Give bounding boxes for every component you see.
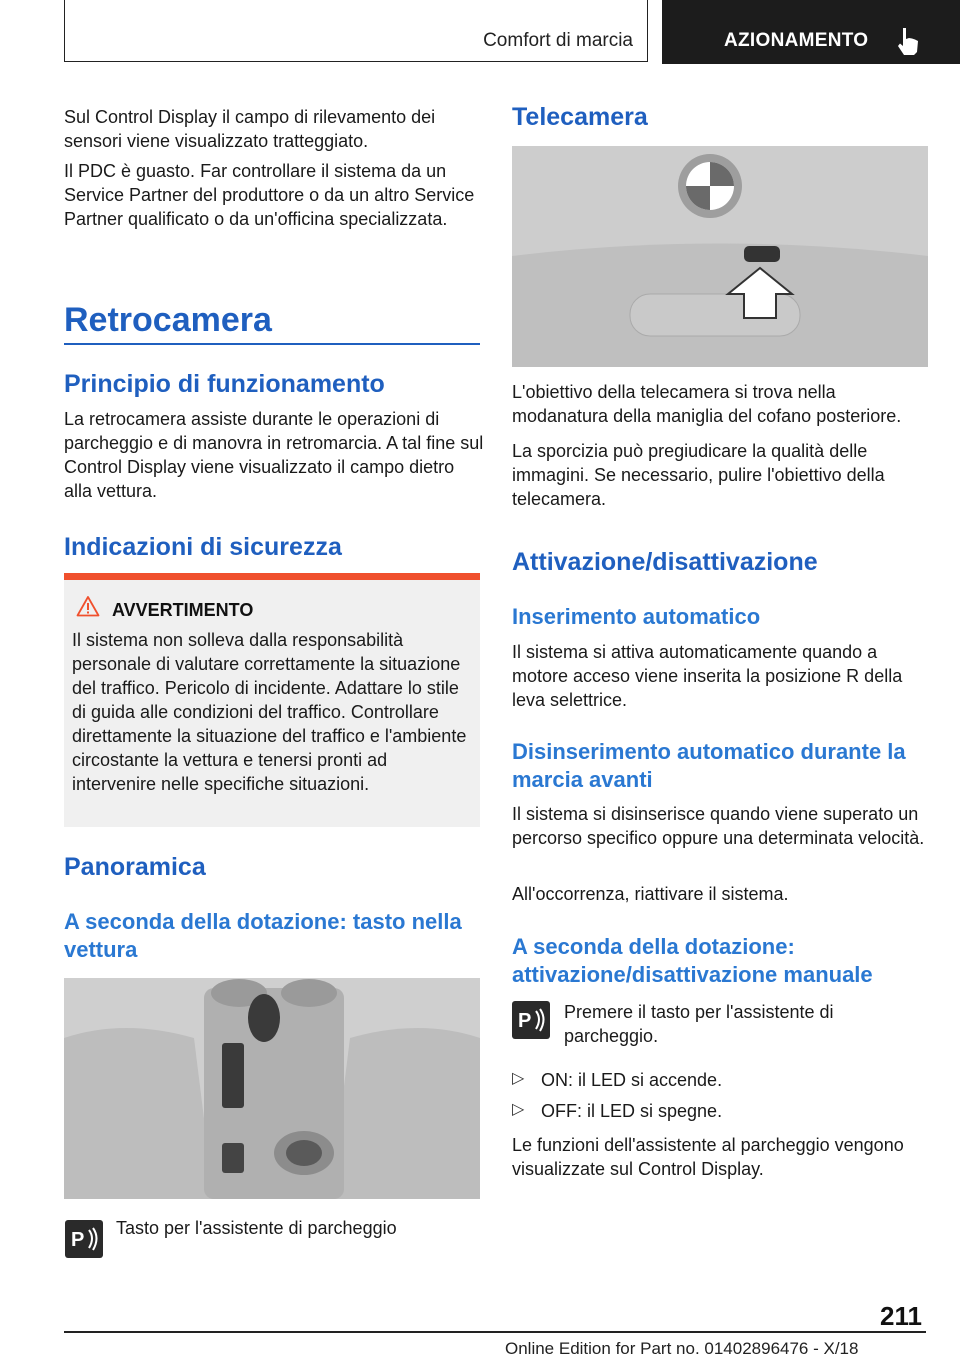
inserimento-paragraph: Il sistema si attiva automaticamente quando a motore acceso viene inserita la posizione R della leva selettrice. xyxy=(512,642,903,710)
disinserimento-paragraph-2: All'occorrenza, riattivare il sistema. xyxy=(512,884,789,904)
disinserimento-paragraph-1: Il sistema si disinserisce quando viene superato un percorso specifico oppure una determinata velocità. xyxy=(512,804,925,848)
principio-paragraph: La retrocamera assiste durante le operazioni di parcheggio e di manovra in retromarcia. A tal fine sul Control Display viene visualizzato il campo dietro alla vettura. xyxy=(64,409,484,501)
chapter-title: Comfort di marcia xyxy=(483,30,633,51)
heading-retrocamera: Retrocamera xyxy=(64,301,272,339)
console-illustration xyxy=(64,978,480,1199)
warning-bar xyxy=(64,573,480,580)
telecamera-paragraph-1: L'obiettivo della telecamera si trova nella modanatura della maniglia del cofano posteriore. xyxy=(512,382,902,426)
heading-tasto: A seconda della dotazione: tasto nella vettura xyxy=(64,909,462,962)
list-item xyxy=(512,1099,723,1121)
heading-sicurezza: Indicazioni di sicurezza xyxy=(64,533,342,561)
heading-manuale: A seconda della dotazione: attivazione/disattivazione manuale xyxy=(512,934,873,987)
park-assist-button-icon-2 xyxy=(512,1001,550,1039)
svg-text:P: P xyxy=(518,1010,532,1032)
list-item-text: OFF: il LED si spegne. xyxy=(541,1101,723,1121)
heading-telecamera: Telecamera xyxy=(512,103,648,131)
caption-tasto: Tasto per l'assistente di parcheggio xyxy=(116,1218,397,1238)
heading-attivazione: Attivazione/disattivazione xyxy=(512,548,818,576)
manuale-paragraph: Premere il tasto per l'assistente di parcheggio. xyxy=(564,1002,834,1046)
edition-text: Online Edition for Part no. 01402896476 - X/18 xyxy=(505,1339,859,1358)
warning-title: AVVERTIMENTO xyxy=(112,600,254,620)
park-assist-button-icon xyxy=(65,1220,103,1258)
list-item xyxy=(512,1068,723,1090)
header-chapter-box xyxy=(64,0,648,62)
header-section-box xyxy=(662,0,960,64)
heading-principio: Principio di funzionamento xyxy=(64,370,385,398)
list-item-text: ON: il LED si accende. xyxy=(541,1070,723,1090)
heading-divider xyxy=(64,343,480,345)
heading-disinserimento: Disinserimento automatico durante la marcia avanti xyxy=(512,739,906,792)
svg-text:P: P xyxy=(71,1229,85,1251)
triangle-bullet-icon: ▷ xyxy=(512,1070,525,1087)
footer-divider xyxy=(64,1331,926,1333)
camera-photo xyxy=(512,146,928,367)
telecamera-paragraph-2: La sporcizia può pregiudicare la qualità delle immagini. Se necessario, pulire l'obiettivo della telecamera. xyxy=(512,441,885,509)
console-photo xyxy=(64,978,480,1199)
intro-paragraph-2: Il PDC è guasto. Far controllare il sistema da un Service Partner del produttore o da un altro Service Partner qualificato o da un'officina specializzata. xyxy=(64,161,475,229)
warning-box xyxy=(64,573,480,827)
triangle-bullet-icon: ▷ xyxy=(512,1101,525,1118)
page-number: 211 xyxy=(880,1301,922,1331)
heading-inserimento: Inserimento automatico xyxy=(512,604,761,629)
warning-triangle-icon xyxy=(76,595,100,617)
intro-paragraph-1: Sul Control Display il campo di rilevamento dei sensori viene visualizzato tratteggiato. xyxy=(64,107,436,151)
camera-illustration xyxy=(512,146,928,367)
hand-pointer-icon xyxy=(894,26,922,56)
section-title: AZIONAMENTO xyxy=(724,30,869,51)
warning-text: Il sistema non solleva dalla responsabilità personale di valutare correttamente la situazione del traffico. Pericolo di incidente. Adattare lo stile di guida alle condizioni del traffico. Controllare direttamente la situazione del traffico e l'ambiente circostante la vettura e tenersi pronti ad intervenire nelle specifiche situazioni. xyxy=(72,630,467,794)
final-paragraph: Le funzioni dell'assistente al parcheggio vengono visualizzate sul Control Display. xyxy=(512,1135,904,1179)
heading-panoramica: Panoramica xyxy=(64,853,206,881)
